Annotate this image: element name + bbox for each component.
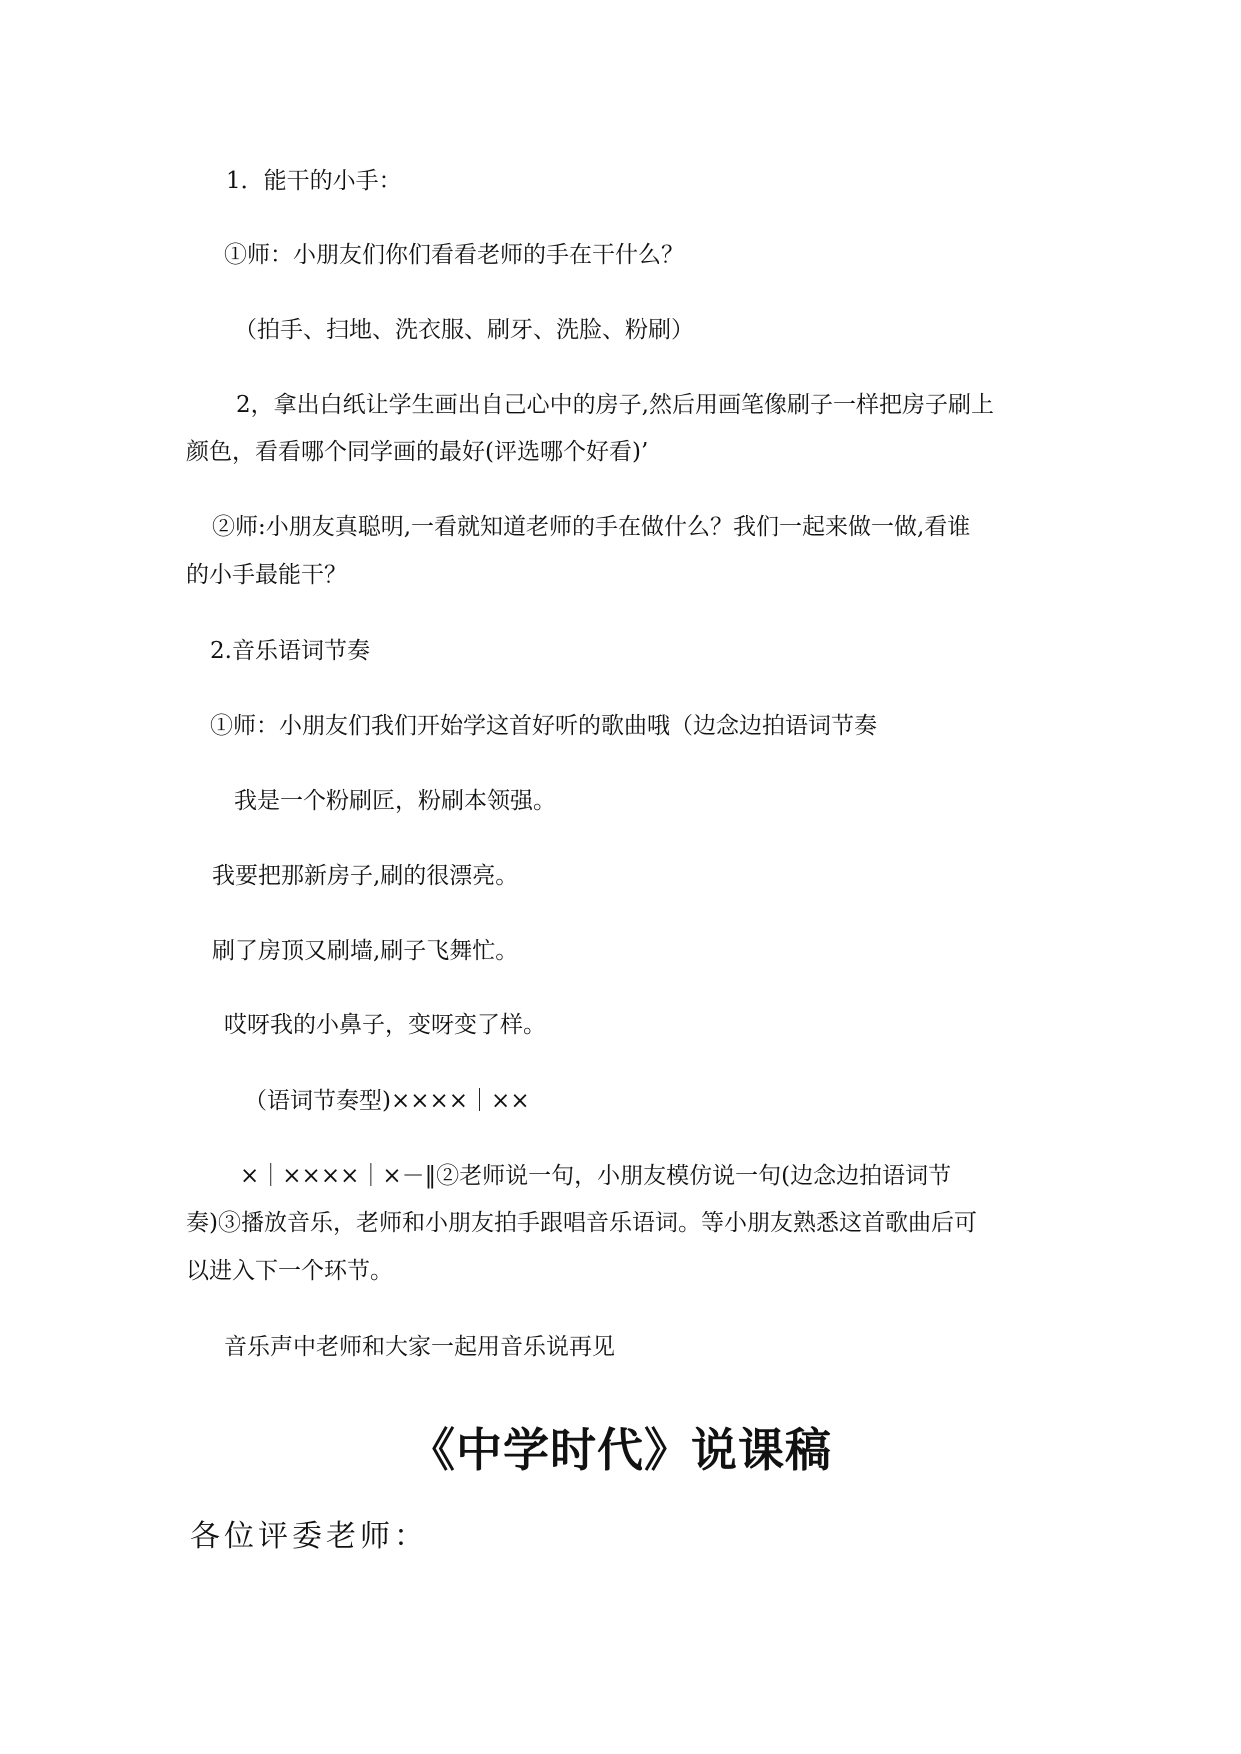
- teacher-praise-line-2: 的小手最能干？: [186, 562, 347, 588]
- teacher-question-1: ①师：小朋友们你们看看老师的手在干什么？: [224, 242, 684, 268]
- rhythm-continuation-line-2: 奏)③播放音乐，老师和小朋友拍手跟唱音乐语词。等小朋友熟悉这首歌曲后可: [186, 1210, 977, 1236]
- drawing-activity-line-2: 颜色，看看哪个同学画的最好(评选哪个好看)’: [186, 439, 649, 465]
- teacher-instruction: ①师：小朋友们我们开始学这首好听的歌曲哦（边念边拍语词节奏: [210, 713, 877, 739]
- lyric-line-4: 哎呀我的小鼻子，变呀变了样。: [224, 1012, 546, 1038]
- section-heading-capable-hands: 1．能干的小手：: [226, 168, 402, 194]
- actions-list: （拍手、扫地、洗衣服、刷牙、洗脸、粉刷）: [234, 317, 694, 343]
- salutation: 各位评委老师：: [190, 1519, 428, 1554]
- teacher-praise-line-1: ②师:小朋友真聪明,一看就知道老师的手在做什么？我们一起来做一做,看谁: [212, 514, 971, 540]
- drawing-activity-line-1: 2，拿出白纸让学生画出自己心中的房子,然后用画笔像刷子一样把房子刷上: [236, 392, 994, 418]
- rhythm-pattern: （语词节奏型)××××｜××: [244, 1088, 530, 1114]
- rhythm-continuation-line-3: 以进入下一个环节。: [186, 1258, 393, 1284]
- lyric-line-2: 我要把那新房子,刷的很漂亮。: [212, 863, 519, 889]
- lyric-line-3: 刷了房顶又刷墙,刷子飞舞忙。: [212, 938, 519, 964]
- lyric-line-1: 我是一个粉刷匠，粉刷本领强。: [234, 788, 556, 814]
- rhythm-continuation-line-1: ×｜××××｜×－‖②老师说一句，小朋友模仿说一句(边念边拍语词节: [240, 1163, 952, 1189]
- closing-line: 音乐声中老师和大家一起用音乐说再见: [224, 1334, 615, 1360]
- section-heading-rhythm: 2.音乐语词节奏: [210, 638, 370, 664]
- document-title: 《中学时代》说课稿: [409, 1423, 832, 1477]
